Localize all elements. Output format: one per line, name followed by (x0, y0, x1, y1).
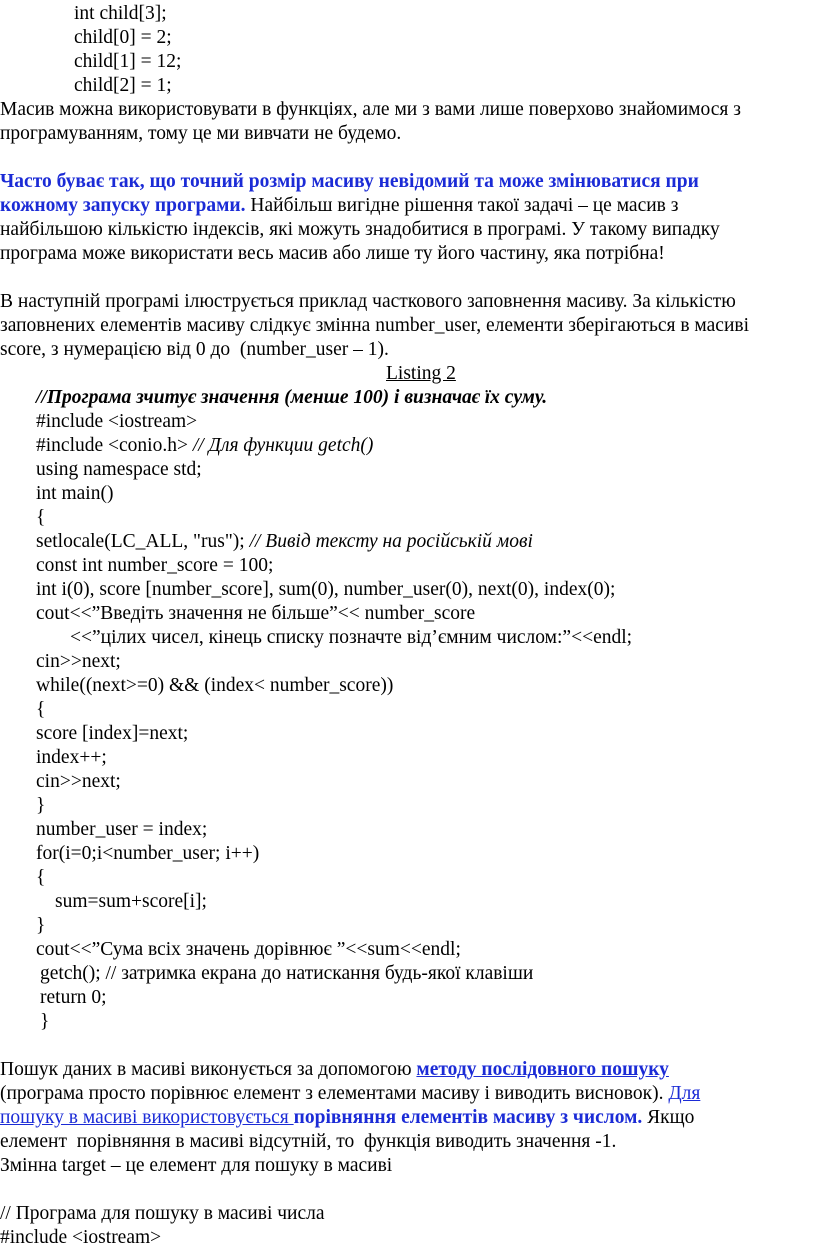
paragraph-line: Змінна target – це елемент для пошуку в масиві (0, 1155, 393, 1176)
code-comment: // Вивід тексту на російській мові (249, 531, 533, 552)
code-line: getch(); // затримка екрана до натискання будь-якої клавіши (40, 963, 534, 984)
listing-title: Listing 2 (386, 363, 456, 384)
text-link[interactable]: пошуку в масиві використовується (0, 1107, 294, 1128)
code-line: { (36, 699, 46, 720)
code-line: child[1] = 12; (74, 51, 182, 72)
code-line (36, 434, 373, 458)
paragraph-line: елемент порівняння в масиві відсутній, то функція виводить значення -1. (0, 1131, 617, 1152)
paragraph-line: В наступній програмі ілюструється приклад часткового заповнення масиву. За кількістю (0, 291, 736, 312)
code-line: { (36, 507, 46, 528)
highlight-text: кожному запуску програми. (0, 195, 246, 216)
code-line: <<”цілих чисел, кінець списку позначте від’ємним числом:”<<endl; (70, 627, 633, 648)
paragraph-text: (програма просто порівнює елемент з елементами масиву і виводить висновок). (0, 1083, 669, 1104)
paragraph-line: Масив можна використовувати в функціях, але ми з вами лише поверхово знайомимося з (0, 99, 741, 120)
code-line: while((next>=0) && (index< number_score)) (36, 675, 394, 696)
paragraph-line: score, з нумерацією від 0 до (number_user – 1). (0, 339, 389, 360)
paragraph-line: заповнених елементів масиву слідкує змінна number_user, елементи зберігаються в масиві (0, 315, 749, 336)
code-line: // Програма для пошуку в масиві числа (0, 1203, 325, 1224)
code-comment: // Для функции getch() (192, 435, 374, 456)
paragraph-line: найбільшою кількістю індексів, які можуть знадобитися в програмі. У такому випадку (0, 219, 720, 240)
code-line: int child[3]; (74, 3, 167, 24)
paragraph-line (0, 194, 678, 218)
code-line: const int number_score = 100; (36, 555, 274, 576)
paragraph-line (0, 1106, 694, 1130)
code-text: setlocale(LC_ALL, "rus"); (36, 531, 250, 552)
paragraph-line: програма може використати весь масив або лише ту його частину, яка потрібна! (0, 243, 665, 264)
code-line: } (36, 915, 46, 936)
highlight-text: Часто буває так, що точний розмір масиву невідомий та може змінюватися при (0, 171, 699, 192)
code-line: number_user = index; (36, 819, 208, 840)
paragraph-line: програмуванням, тому це ми вивчати не будемо. (0, 123, 402, 144)
code-line: cout<<”Сума всіх значень дорівнює ”<<sum<<endl; (36, 939, 461, 960)
code-line: sum=sum+score[i]; (55, 891, 207, 912)
code-line (36, 530, 533, 554)
text-link[interactable]: Для (668, 1083, 701, 1104)
code-line: int i(0), score [number_score], sum(0), number_user(0), next(0), index(0); (36, 579, 616, 600)
code-line: index++; (36, 747, 107, 768)
code-line: { (36, 867, 46, 888)
code-text: #include <conio.h> (36, 435, 193, 456)
paragraph-line (0, 1058, 669, 1082)
code-line: int main() (36, 483, 114, 504)
paragraph-text: Найбільш вигідне рішення такої задачі – це масив з (245, 195, 679, 216)
highlight-text: порівняння елементів масиву з числом. (293, 1107, 643, 1128)
code-line: score [index]=next; (36, 723, 189, 744)
code-line: cin>>next; (36, 651, 121, 672)
code-line: child[0] = 2; (74, 27, 172, 48)
listing-comment: //Програма зчитує значення (менше 100) і визначає їх суму. (36, 387, 548, 408)
highlight-link[interactable]: методу послідовного пошуку (416, 1059, 669, 1080)
paragraph-line (0, 1082, 700, 1106)
paragraph-text: Якщо (642, 1107, 695, 1128)
code-line: for(i=0;i<number_user; i++) (36, 843, 260, 864)
code-line: } (36, 795, 46, 816)
code-line: #include <iostream> (0, 1227, 162, 1248)
code-line: } (40, 1011, 50, 1032)
code-line: cout<<”Введіть значення не більше”<< number_score (36, 603, 476, 624)
code-line: #include <iostream> (36, 411, 198, 432)
code-line: child[2] = 1; (74, 75, 172, 96)
paragraph-text: Пошук даних в масиві виконується за допомогою (0, 1059, 417, 1080)
code-line: return 0; (40, 987, 107, 1008)
code-line: using namespace std; (36, 459, 202, 480)
code-line: cin>>next; (36, 771, 121, 792)
